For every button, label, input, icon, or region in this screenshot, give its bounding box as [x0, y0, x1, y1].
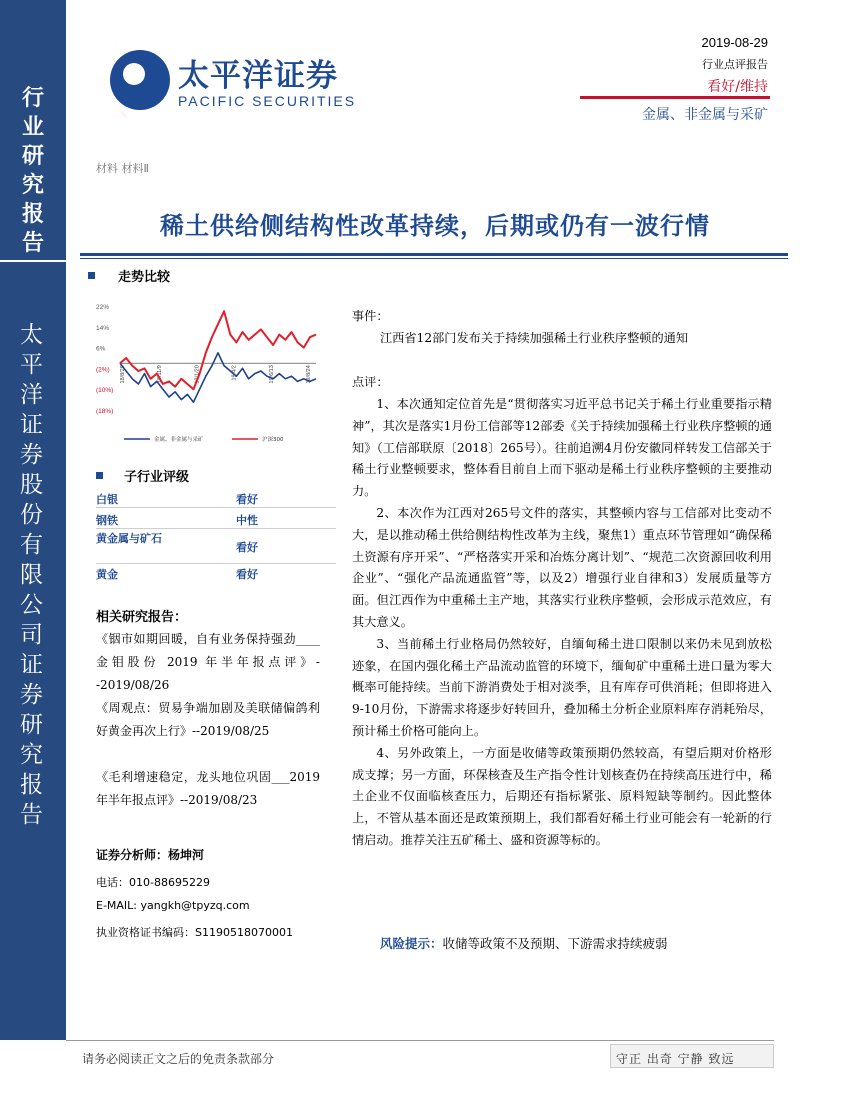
- event-text: 江西省12部门发布关于持续加强稀土行业秩序整顿的通知: [380, 331, 689, 345]
- sidebar-bottom-label: 太平洋证券股份有限公司证券研究报告: [20, 322, 43, 828]
- comment-paragraph: 3、当前稀土行业格局仍然较好，自缅甸稀土进口限制以来仍未见到放松迹象，在国内强化稀土产品流动监管的环境下，缅甸矿中重稀土进口量为零大概率可能持续。当前下游消费处于相对淡季，且有库存可供消耗；但即将进入9-10月份，下游需求将逐步好转回升，叠加稀土分析企业原料库存消耗殆尽，预计稀土价格可能向上。: [352, 636, 772, 738]
- title-rule-thin: [80, 258, 788, 259]
- logo-text-en: PACIFIC SECURITIES: [178, 93, 357, 109]
- analyst-phone: 电话：010-88695229: [96, 876, 210, 889]
- footer-motto: 守正 出奇 宁静 致远: [616, 1052, 735, 1066]
- x-tick-label: 19/8/24: [306, 365, 312, 384]
- comment-paragraph: 2、本次作为江西对265号文件的落实，其整顿内容与工信部对比变动不大，是以推动稀土供给侧结构性改革为主线，聚焦1）重点环节管理如“确保稀土资源有序开采”、“严格落实开采和冶炼分离计划”、“规范二次资源回收利用企业”、“强化产品流通监管”等，以及2）增强行业自律和3）发展质量等方面。但江西作为中重稀土主产地，其落实行业秩序整顿，会形成示范效应，有其大意义。: [352, 505, 772, 629]
- y-tick-label: 22%: [96, 304, 110, 311]
- rating-row-divider: [96, 507, 336, 508]
- sector-name: 金属、非金属与采矿: [642, 107, 768, 123]
- breadcrumb: 材料 材料Ⅱ: [96, 162, 149, 175]
- ratings-heading: 子行业评级: [124, 470, 190, 485]
- sidebar-divider: [0, 260, 66, 262]
- risk-text: 收储等政策不及预期、下游需求持续疲弱: [442, 936, 668, 951]
- y-tick-label: (10%): [96, 387, 114, 395]
- title-rule: [80, 253, 788, 256]
- footer-rule: [66, 1040, 774, 1041]
- trend-chart: [88, 298, 330, 450]
- trend-heading: 走势比较: [118, 270, 171, 285]
- y-tick-label: 14%: [96, 324, 110, 332]
- rating-row-value: 看好: [236, 568, 258, 581]
- rating-row-divider: [96, 563, 336, 564]
- logo-text-cn: 太平洋证券: [178, 58, 338, 94]
- header-divider: [580, 96, 770, 99]
- page-title: 稀土供给侧结构性改革持续，后期或仍有一波行情: [160, 211, 710, 240]
- rating-row-name: 黄金: [96, 568, 118, 581]
- section-bullet-icon: [96, 472, 103, 479]
- legend-label: 沪深300: [262, 437, 284, 443]
- risk-label: 风险提示：: [380, 936, 443, 951]
- analyst-name: 证券分析师：杨坤河: [96, 848, 205, 862]
- sidebar-top-label: 行业研究报告: [22, 85, 45, 256]
- event-label: 事件：: [352, 309, 389, 323]
- x-tick-label: 18/8/29: [120, 365, 126, 384]
- legend-label: 金属、非金属与采矿: [154, 437, 204, 443]
- related-reports-heading: 相关研究报告：: [96, 610, 188, 625]
- comment-label: 点评：: [352, 375, 389, 389]
- comment-paragraph: 4、另外政策上，一方面是收储等政策预期仍然较高，有望后期对价格形成支撑；另一方面，环保核查及生产指令性计划核查仍在持续高压进行中，稀土企业不仅面临核查压力，后期还有指标紧张、原料短缺等制约。因此整体上，不管从基本面还是政策预期上，我们都看好稀土行业可能会有一轮新的行情启动。推荐关注五矿稀土、盛和资源等标的。: [352, 745, 772, 847]
- rating-row-divider: [96, 528, 336, 529]
- rating-row-value: 中性: [236, 514, 258, 527]
- comment-paragraph: 1、本次通知定位首先是“贯彻落实习近平总书记关于稀土行业重要指示精神”，其次是落实1月份工信部等12部委《关于持续加强稀土行业秩序整顿的通知》（工信部联原〔2018〕265号）。往前追溯4月份安徽同样转发工信部关于稀土行业整顿要求，整体看目前自上而下驱动是稀土行业秩序整顿的主要推动力。: [352, 397, 772, 499]
- analyst-license: 执业资格证书编码：S1190518070001: [96, 926, 293, 939]
- related-report-link[interactable]: 《周观点：贸易争端加剧及美联储偏鸽利好黄金再次上行》--2019/08/25: [96, 701, 320, 738]
- report-type: 行业点评报告: [702, 58, 768, 71]
- y-tick-label: 6%: [96, 345, 106, 353]
- analyst-email[interactable]: E-MAIL: yangkh@tpyzq.com: [96, 899, 250, 912]
- logo-icon: [90, 18, 176, 138]
- comment-body: [352, 394, 772, 852]
- rating-row-value: 看好: [236, 541, 258, 554]
- rating-row-value: 看好: [236, 493, 258, 506]
- related-report-link[interactable]: 《铟市如期回暖，自有业务保持强劲____金钼股份 2019 年半年报点评》--2019/08/26: [96, 632, 320, 692]
- risk-note: [380, 934, 668, 952]
- rating-row-name: 黄金属与矿石: [96, 532, 162, 545]
- section-bullet-icon: [88, 272, 95, 279]
- rating-row-name: 白银: [96, 493, 118, 506]
- rating-row-name: 钢铁: [96, 514, 118, 527]
- report-date: 2019-08-29: [701, 35, 768, 50]
- x-tick-label: 19/6/13: [268, 365, 275, 384]
- footer-disclaimer: 请务必阅读正文之后的免责条款部分: [82, 1052, 275, 1066]
- industry-rating: 看好/维持: [707, 79, 768, 95]
- y-tick-label: (18%): [96, 408, 114, 415]
- x-tick-label: 19/1/20: [194, 365, 201, 384]
- x-tick-label: 18/11/9: [157, 365, 164, 384]
- x-tick-label: 19/4/2: [231, 365, 238, 381]
- related-report-link[interactable]: 《毛利增速稳定，龙头地位巩固___2019 年半年报点评》--2019/08/23: [96, 770, 320, 807]
- y-tick-label: (2%): [96, 366, 110, 374]
